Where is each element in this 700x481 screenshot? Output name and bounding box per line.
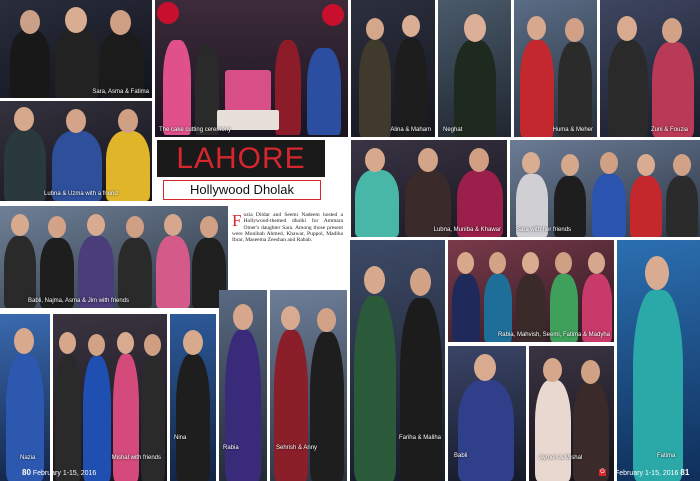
drop-cap: F xyxy=(232,211,242,230)
photo-rabia xyxy=(219,290,267,481)
folio-right xyxy=(615,468,689,477)
article-title-block xyxy=(157,140,325,202)
photo-mishal-friends xyxy=(53,314,167,481)
caption-mishal-friends: Mishal with friends xyxy=(111,455,161,461)
photo-lubna-muniba-khawar xyxy=(351,140,507,237)
caption-zuni-fouzia: Zuni & Fouzia xyxy=(650,127,688,133)
caption-nazia: Nazia xyxy=(20,455,36,461)
photo-lubna-uzma xyxy=(0,101,152,201)
photo-nazia xyxy=(0,314,50,481)
photo-sara-asma-fatima xyxy=(0,0,152,98)
photo-zuni-fouzia xyxy=(600,0,700,137)
issue-date-right: February 1-15, 2016 xyxy=(615,470,679,477)
photo-rabia-group xyxy=(448,240,614,342)
photo-sara-friends xyxy=(510,140,700,237)
caption-rabia-group: Rabia, Mahvish, Seemi, Fatima & Madyha xyxy=(497,332,610,338)
caption-fatima: Fatima xyxy=(657,453,676,459)
article-text: ozia Dildar and Seemi Nadeem hosted a Hollywood-themed dholki for Ammara Omer's daughter Sara. Among those present were Munibah Ahmed, Khawar, Puppol, Madiha Ibrar, Maseema Zeeshan and Rabab. xyxy=(232,212,343,244)
caption-aymen-mishal: Aymen & Mishal xyxy=(539,455,583,461)
photo-aymen-mishal xyxy=(529,346,614,481)
photo-sehrish-anny xyxy=(270,290,347,481)
photo-neghat xyxy=(438,0,511,137)
page-subtitle: Hollywood Dholak xyxy=(163,180,321,200)
issue-date-left: February 1-15, 2016 xyxy=(32,470,97,477)
caption-rabia: Rabia xyxy=(223,445,239,451)
photo-babli-najma-group xyxy=(0,206,228,308)
photo-fariha-maliha xyxy=(350,240,445,481)
photo-huma-meher xyxy=(514,0,597,137)
photo-cake-cutting xyxy=(155,0,348,137)
caption-lubna-uzma: Lubna & Uzma with a friend xyxy=(44,191,118,197)
caption-nina: Nina xyxy=(174,435,187,441)
photo-nina xyxy=(170,314,216,481)
caption-cake-cutting: The cake cutting ceremony xyxy=(159,127,232,133)
page-title: LAHORE xyxy=(157,140,325,177)
caption-babli-najma: Babli, Najma, Asma & Jim with friends xyxy=(28,298,130,304)
caption-neghat: Neghat xyxy=(443,127,463,133)
article-body xyxy=(232,212,343,243)
photo-babli xyxy=(448,346,526,481)
magazine-logo-icon: G xyxy=(600,469,605,475)
folio-left xyxy=(22,468,96,477)
caption-fariha-maliha: Fariha & Maliha xyxy=(398,435,441,441)
caption-sara-friends: Sara with her friends xyxy=(516,227,572,233)
photo-alina-maham xyxy=(351,0,435,137)
page-number-left: 80 xyxy=(22,468,31,477)
caption-lubna-muniba-khawar: Lubna, Muniba & Khawar xyxy=(433,227,501,233)
caption-sehrish-anny: Sehrish & Anny xyxy=(276,445,318,451)
caption-babli: Babli xyxy=(454,453,468,459)
page-number-right: 81 xyxy=(680,468,690,477)
photo-fatima xyxy=(617,240,700,481)
caption-sara-asma-fatima: Sara, Asma & Fatima xyxy=(92,89,149,95)
caption-huma-meher: Huma & Meher xyxy=(552,127,593,133)
caption-alina-maham: Alina & Maham xyxy=(390,127,431,133)
